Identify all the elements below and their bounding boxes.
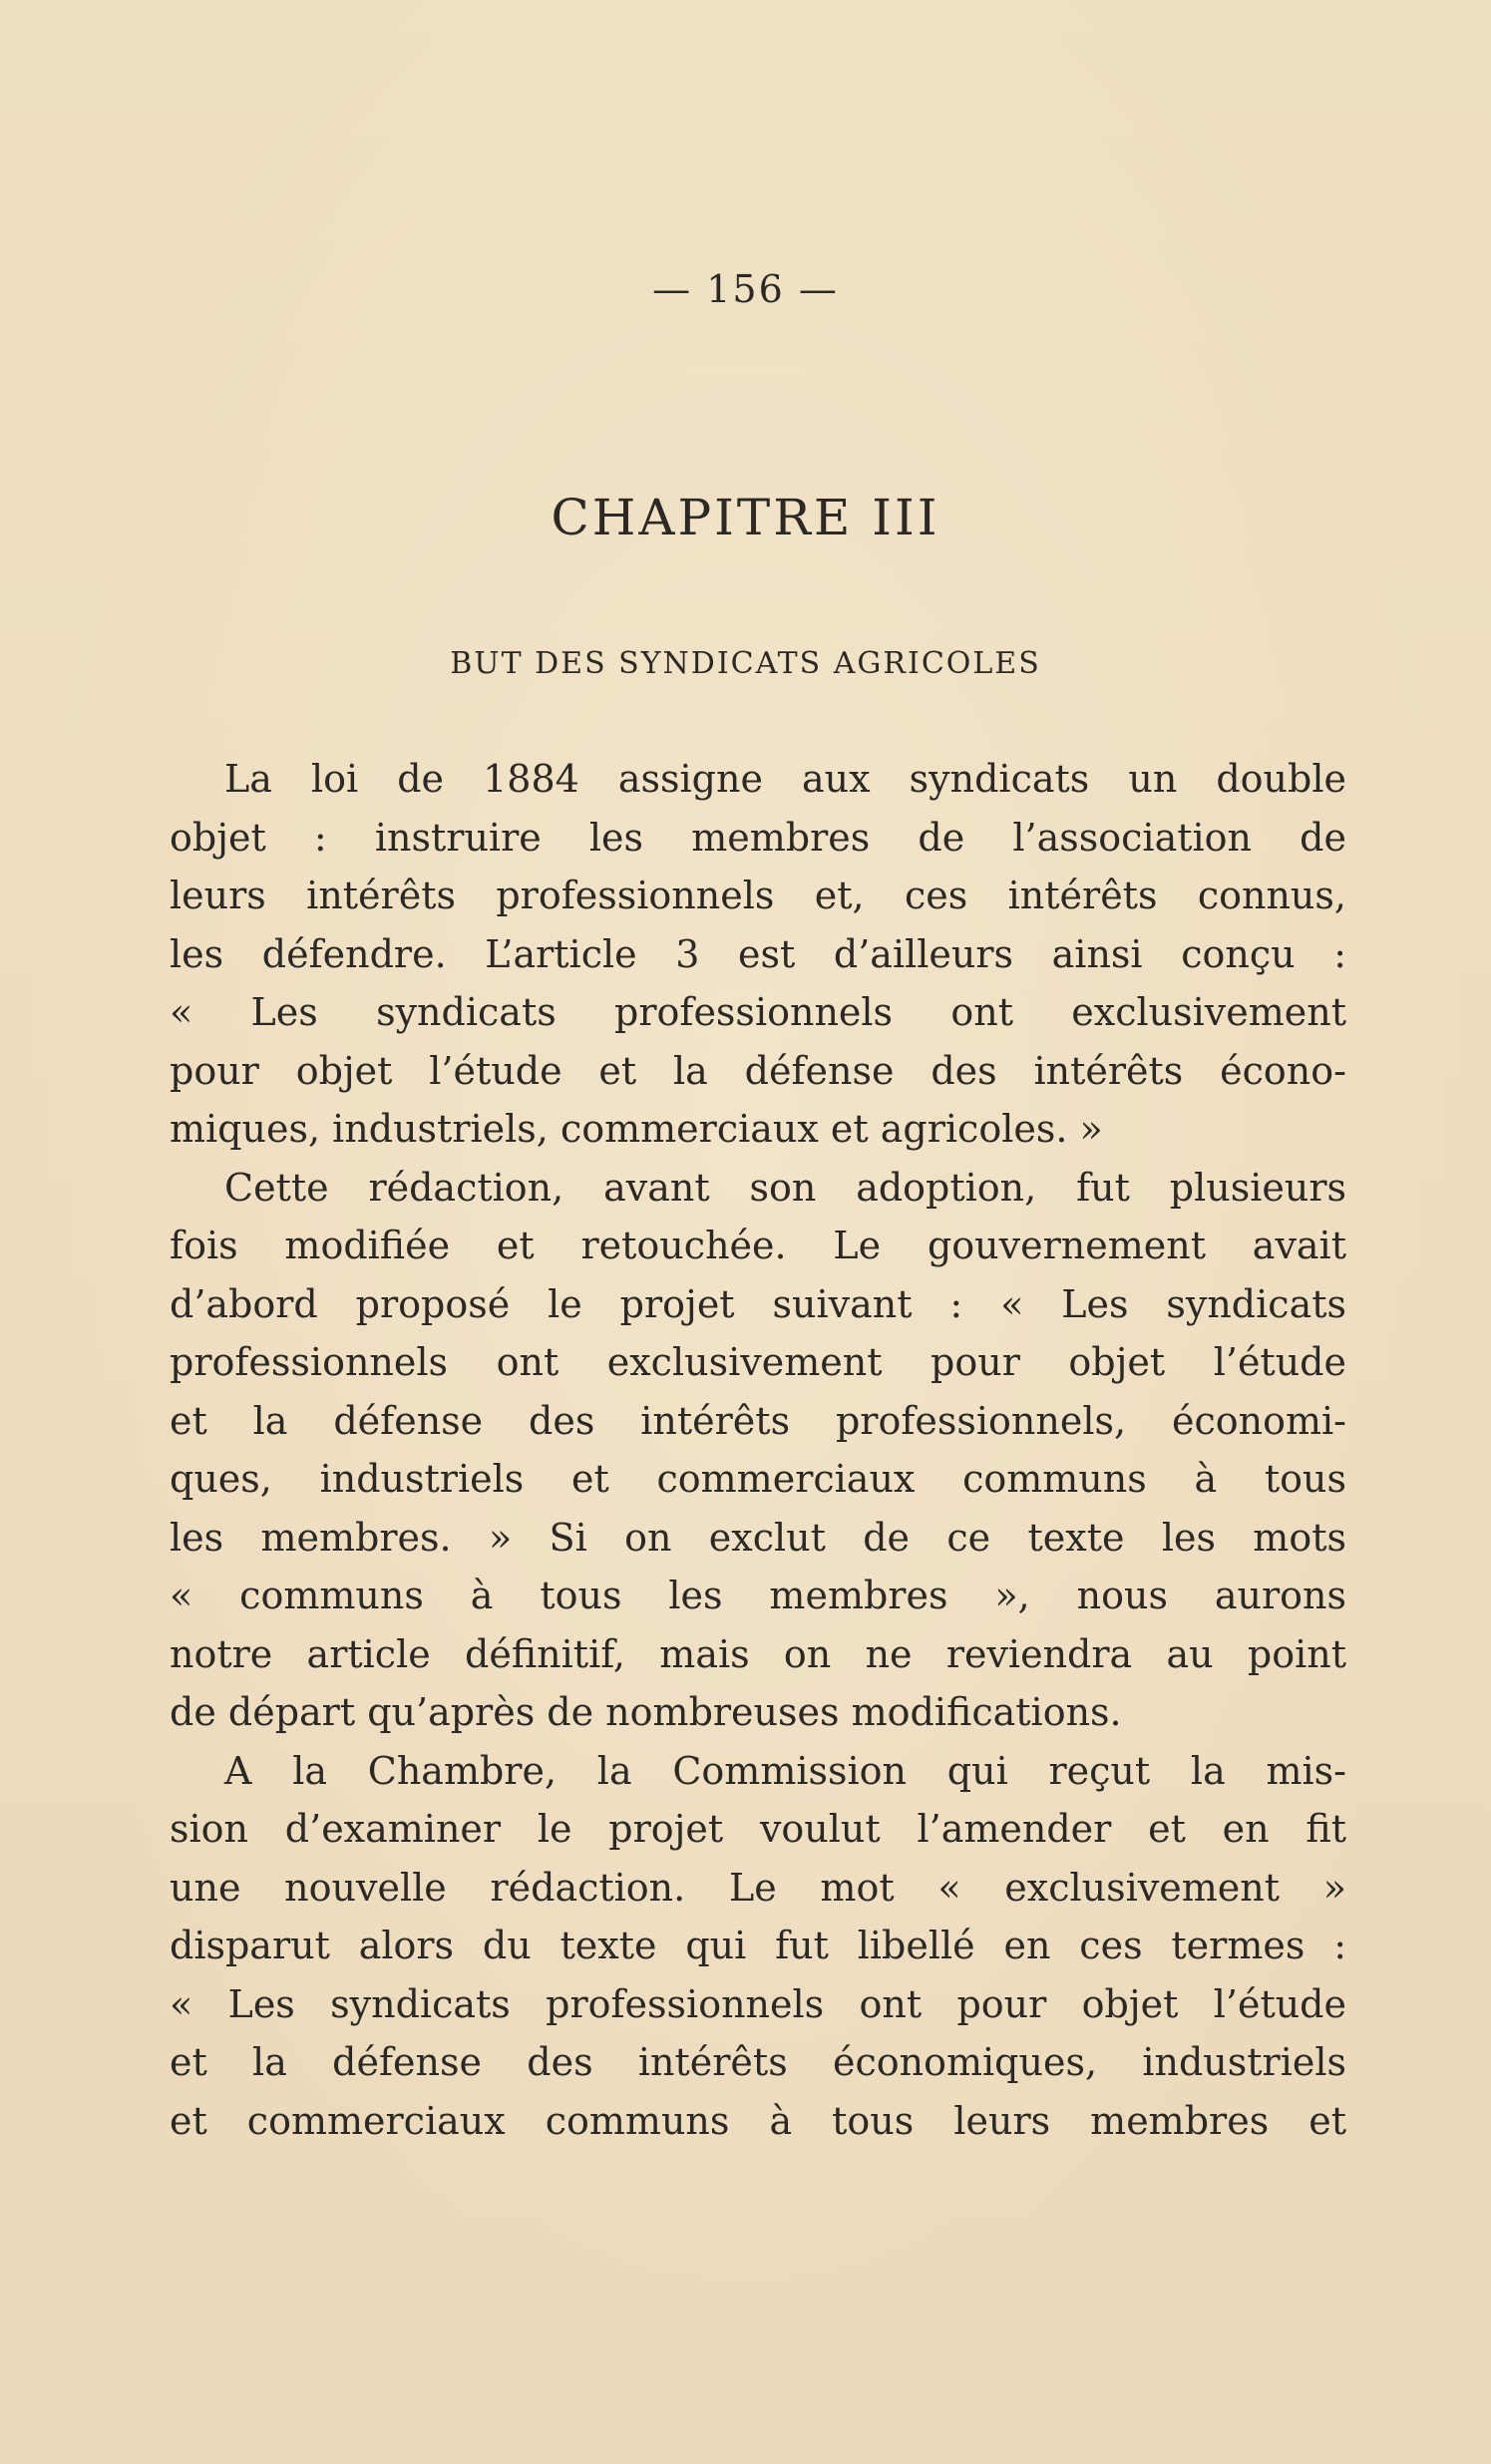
text-line: Cette rédaction, avant son adoption, fut plusieurs [224,1165,1346,1210]
text-line: de départ qu’après de nombreuses modifications. [170,1690,1122,1734]
text-line: « Les syndicats professionnels ont exclusivement [170,990,1346,1034]
text-line: d’abord proposé le projet suivant : « Les syndicats [170,1281,1346,1326]
text-line: les défendre. L’article 3 est d’ailleurs ainsi conçu : [170,931,1346,976]
text-line: pour objet l’étude et la défense des intérêts écono- [170,1048,1346,1093]
body-text [170,750,1346,2150]
text-line: A la Chambre, la Commission qui reçut la mis- [224,1748,1346,1793]
text-line: sion d’examiner le projet voulut l’amender et en fit [170,1807,1346,1851]
text-line: fois modifiée et retouchée. Le gouvernement avait [170,1224,1346,1267]
text-line: et la défense des intérêts professionnels, économi- [170,1398,1346,1443]
text-line: professionnels ont exclusivement pour objet l’étude [170,1340,1346,1384]
text-line: notre article définitif, mais on ne reviendra au point [170,1631,1346,1676]
chapter-subtitle: BUT DES SYNDICATS AGRICOLES [450,646,1041,681]
text-line: et la défense des intérêts économiques, industriels [170,2040,1346,2084]
text-line: ques, industriels et commerciaux communs à tous [170,1457,1346,1501]
text-line: objet : instruire les membres de l’association de [170,815,1346,860]
text-line: et commerciaux communs à tous leurs membres et [170,2098,1346,2143]
text-line: une nouvelle rédaction. Le mot « exclusivement » [170,1865,1346,1910]
chapter-title: CHAPITRE III [551,489,940,546]
text-line: miques, industriels, commerciaux et agricoles. » [170,1107,1103,1151]
text-line: « communs à tous les membres », nous aurons [170,1574,1346,1617]
page-number: — 156 — [652,267,839,311]
text-line: La loi de 1884 assigne aux syndicats un double [224,757,1346,801]
text-line: leurs intérêts professionnels et, ces intérêts connus, [170,874,1346,917]
text-line: « Les syndicats professionnels ont pour objet l’étude [170,1981,1346,2026]
text-line: disparut alors du texte qui fut libellé en ces termes : [170,1924,1346,1967]
text-line: les membres. » Si on exclut de ce texte les mots [170,1515,1346,1560]
